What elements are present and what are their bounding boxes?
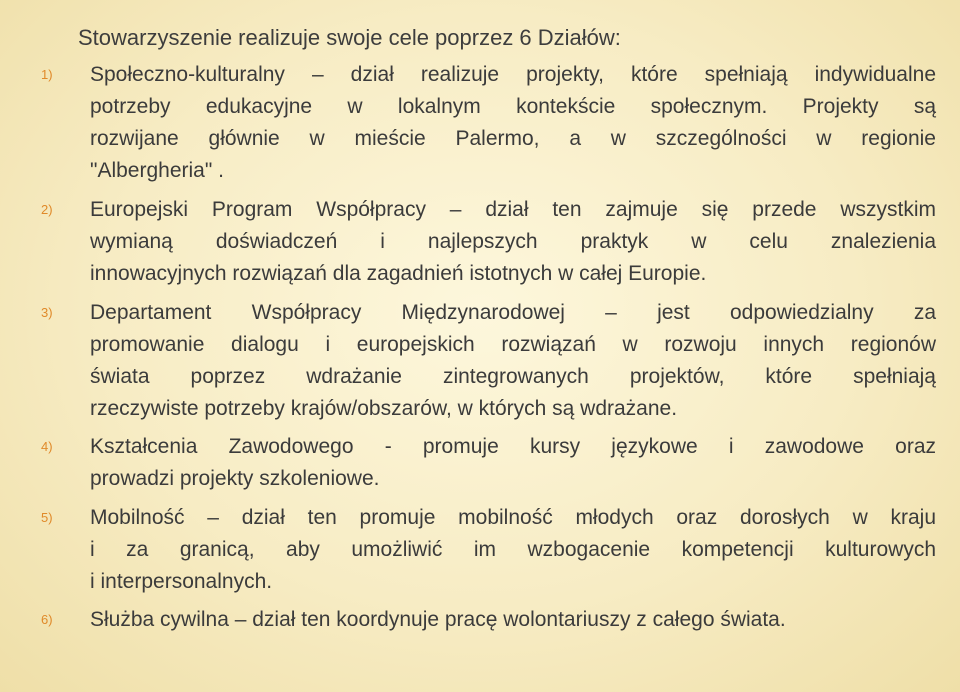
list-number-3: 3) [41,305,53,320]
list-text-3 [90,297,936,425]
list-line: i za granicą, aby umożliwić im wzbogacenie kompetencji kulturowych [90,538,936,561]
list-line: świata poprzez wdrażanie zintegrowanych projektów, które spełniają [90,365,936,388]
list-text-4 [90,431,936,495]
list-number-5: 5) [41,510,53,525]
list-number-2: 2) [41,202,53,217]
list-text-6 [90,604,936,636]
list-line: Europejski Program Współpracy – dział ten zajmuje się przede wszystkim [90,198,936,221]
list-line: Kształcenia Zawodowego - promuje kursy językowe i zawodowe oraz [90,435,936,458]
list-line: promowanie dialogu i europejskich rozwiązań w rozwoju innych regionów [90,333,936,356]
list-line: potrzeby edukacyjne w lokalnym kontekście społecznym. Projekty są [90,95,936,118]
list-line: Departament Współpracy Międzynarodowej – jest odpowiedzialny za [90,301,936,324]
list-text-5 [90,502,936,598]
list-line: prowadzi projekty szkoleniowe. [90,467,380,490]
list-text-1 [90,59,936,187]
slide-heading: Stowarzyszenie realizuje swoje cele poprzez 6 Działów: [78,25,621,50]
list-line: i interpersonalnych. [90,570,273,593]
list-line: Mobilność – dział ten promuje mobilność młodych oraz dorosłych w kraju [90,506,936,529]
list-number-1: 1) [41,67,53,82]
list-line: rozwijane głównie w mieście Palermo, a w szczególności w regionie [90,127,936,150]
list-line: Służba cywilna – dział ten koordynuje pracę wolontariuszy z całego świata. [90,608,786,631]
list-line: Społeczno-kulturalny – dział realizuje projekty, które spełniają indywidualne [90,63,936,86]
list-line: rzeczywiste potrzeby krajów/obszarów, w których są wdrażane. [90,397,678,420]
list-line: "Albergheria" . [90,159,224,182]
list-line: wymianą doświadczeń i najlepszych praktyk w celu znalezienia [90,230,936,253]
list-line: innowacyjnych rozwiązań dla zagadnień istotnych w całej Europie. [90,262,707,285]
list-number-6: 6) [41,612,53,627]
list-text-2 [90,194,936,290]
list-number-4: 4) [41,439,53,454]
